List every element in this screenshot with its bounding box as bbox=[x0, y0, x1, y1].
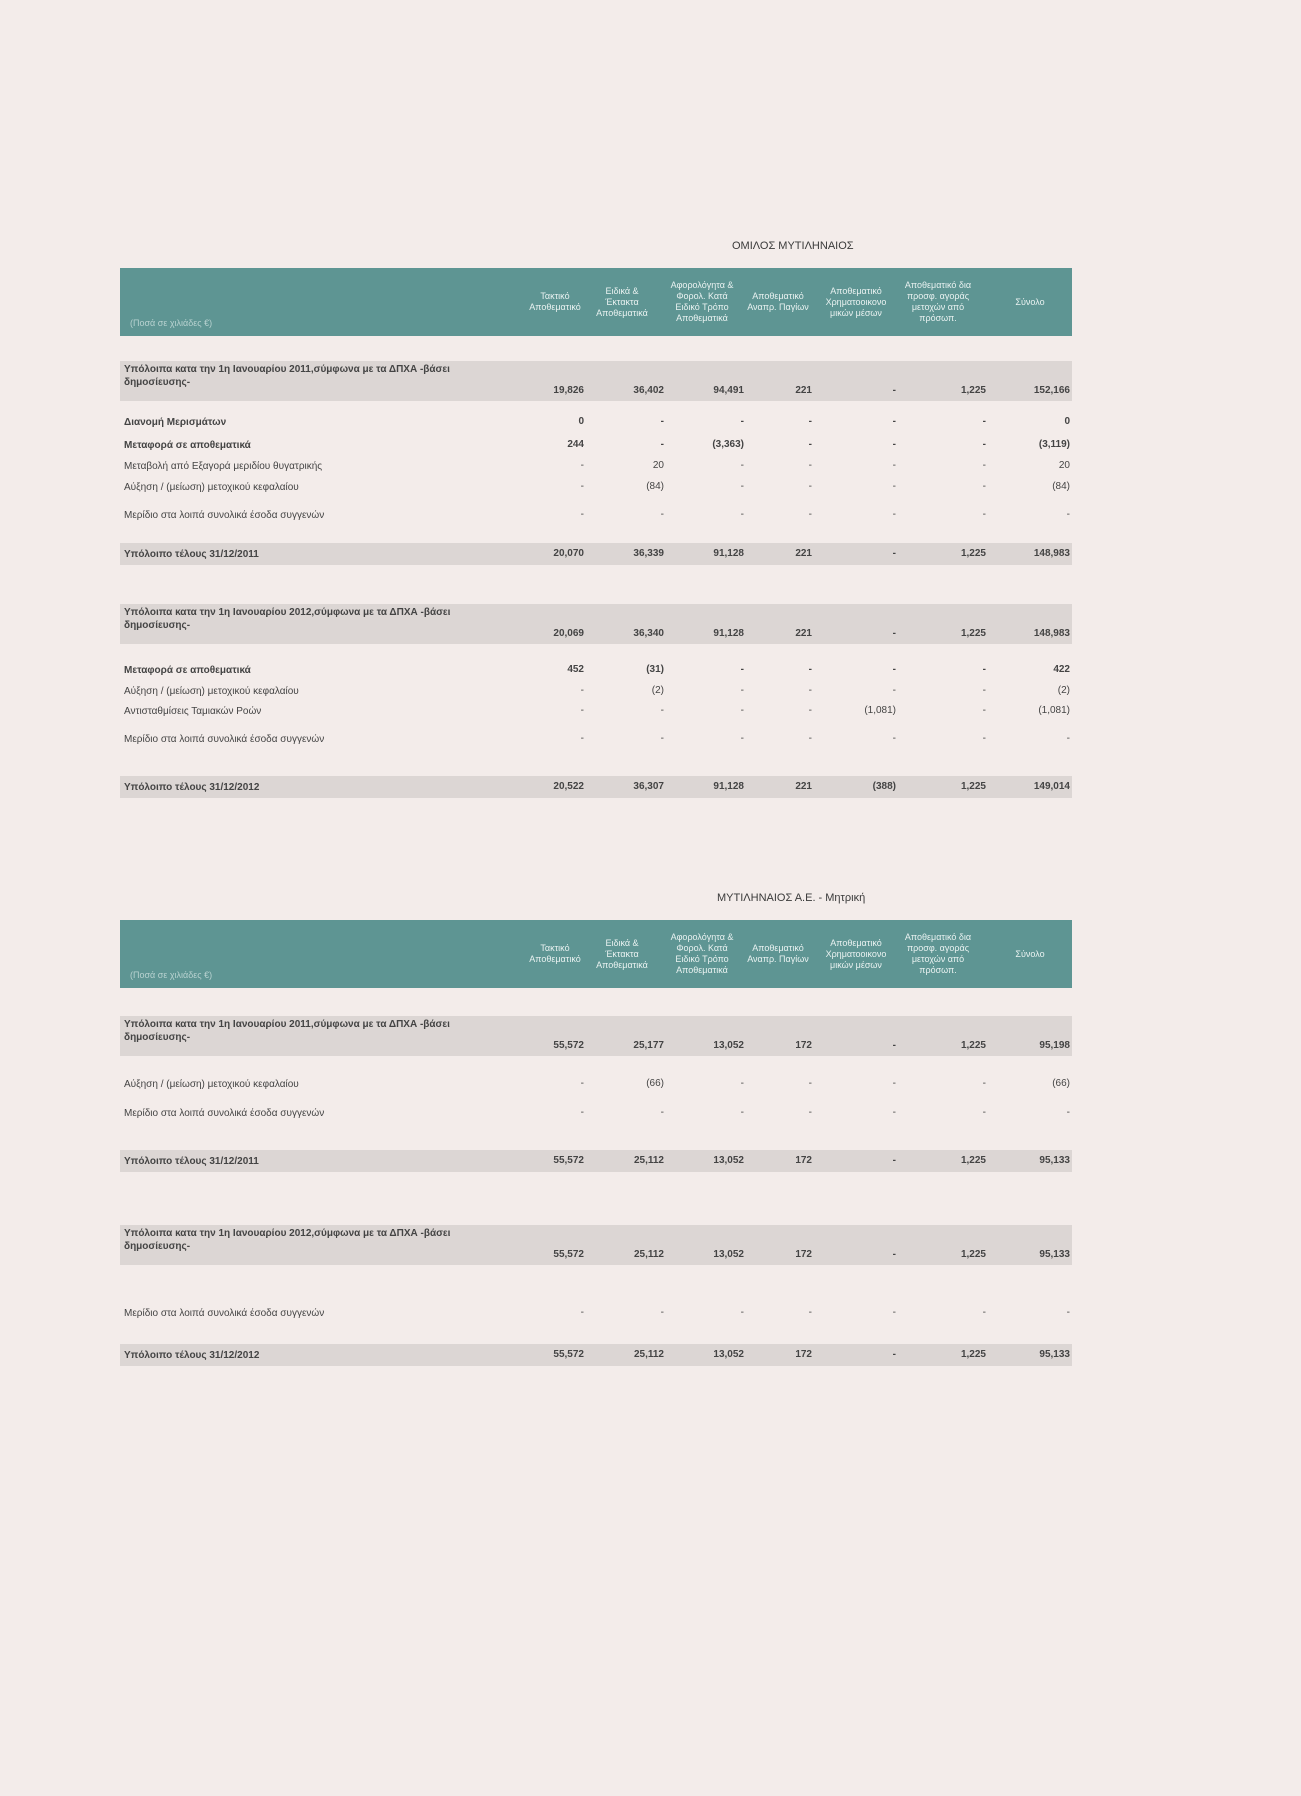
value-cell: (388) bbox=[872, 780, 896, 792]
value-cell: 1,225 bbox=[960, 1154, 986, 1166]
value-cell: (3,119) bbox=[1038, 438, 1070, 450]
value-cell: - bbox=[580, 704, 584, 716]
value-cell: 20,069 bbox=[553, 628, 584, 639]
value-cell: - bbox=[808, 1306, 812, 1318]
value-cell: - bbox=[892, 684, 896, 696]
value-cell: 0 bbox=[1064, 415, 1070, 427]
value-cell: 148,983 bbox=[1033, 628, 1070, 639]
value-cell: (84) bbox=[646, 480, 664, 492]
value-cell: (1,081) bbox=[864, 704, 896, 716]
value-cell: - bbox=[580, 459, 584, 471]
row-label: Υπόλοιπο τέλους 31/12/2011 bbox=[124, 548, 259, 560]
value-cell: - bbox=[660, 415, 664, 427]
value-cell: - bbox=[660, 1306, 664, 1318]
value-cell: 91,128 bbox=[713, 547, 744, 559]
units-label: (Ποσά σε χιλιάδες €) bbox=[130, 970, 213, 980]
value-cell: 95,133 bbox=[1039, 1348, 1070, 1360]
value-cell: 20,522 bbox=[553, 780, 584, 792]
value-cell: (1,081) bbox=[1038, 704, 1070, 716]
value-cell: 172 bbox=[795, 1040, 812, 1051]
value-cell: - bbox=[808, 459, 812, 471]
value-cell: - bbox=[740, 1077, 744, 1089]
value-cell: - bbox=[892, 628, 896, 639]
value-cell: 91,128 bbox=[713, 780, 744, 792]
row-label: Αύξηση / (μείωση) μετοχικού κεφαλαίου bbox=[124, 685, 299, 697]
table-row bbox=[120, 478, 1072, 496]
row-label: Υπόλοιπα κατα την 1η Ιανουαρίου 2011,σύμφωνα με τα ΔΠΧΑ -βάσει δημοσίευσης- bbox=[124, 364, 450, 388]
value-cell: - bbox=[808, 508, 812, 520]
column-header: Αποθεματικό δια προσφ. αγοράς μετοχών από πρόσωπ. bbox=[904, 280, 972, 323]
value-cell: - bbox=[580, 1306, 584, 1318]
value-cell: 20 bbox=[652, 459, 664, 471]
units-label: (Ποσά σε χιλιάδες €) bbox=[130, 318, 213, 328]
parent-title: ΜΥΤΙΛΗΝΑΙΟΣ Α.Ε. - Μητρική bbox=[717, 892, 866, 904]
value-cell: (3,363) bbox=[712, 438, 744, 450]
value-cell: - bbox=[660, 438, 664, 450]
table-row bbox=[120, 661, 1072, 679]
value-cell: - bbox=[892, 438, 896, 450]
value-cell: 422 bbox=[1053, 663, 1070, 675]
table-row bbox=[120, 682, 1072, 700]
table-header bbox=[120, 920, 1072, 988]
column-header: Αφορολόγητα & Φορολ. Κατά Ειδικό Τρόπο Αποθεματικά bbox=[670, 932, 734, 975]
group-title: ΟΜΙΛΟΣ ΜΥΤΙΛΗΝΑΙΟΣ bbox=[732, 240, 854, 252]
row-label: Αύξηση / (μείωση) μετοχικού κεφαλαίου bbox=[124, 1078, 299, 1090]
value-cell: - bbox=[808, 663, 812, 675]
column-header: Σύνολο bbox=[1015, 296, 1045, 307]
value-cell: - bbox=[982, 1077, 986, 1089]
row-label: Μερίδιο στα λοιπά συνολικά έσοδα συγγενών bbox=[124, 509, 325, 521]
table-row bbox=[120, 776, 1072, 798]
value-cell: 25,112 bbox=[633, 1348, 664, 1360]
value-cell: 36,402 bbox=[633, 385, 664, 396]
value-cell: - bbox=[580, 1106, 584, 1118]
value-cell: - bbox=[892, 547, 896, 559]
table-row bbox=[120, 1304, 1072, 1322]
value-cell: 221 bbox=[795, 628, 812, 639]
value-cell: - bbox=[580, 732, 584, 744]
table-row bbox=[120, 1344, 1072, 1366]
value-cell: 221 bbox=[795, 780, 812, 792]
value-cell: 13,052 bbox=[713, 1249, 744, 1260]
value-cell: 13,052 bbox=[713, 1348, 744, 1360]
column-header: Αποθεματικό Χρηματοοικονο μικών μέσων bbox=[825, 285, 887, 318]
value-cell: - bbox=[982, 1306, 986, 1318]
value-cell: 25,112 bbox=[633, 1249, 664, 1260]
row-label: Υπόλοιπα κατα την 1η Ιανουαρίου 2012,σύμφωνα με τα ΔΠΧΑ -βάσει δημοσίευσης- bbox=[124, 607, 451, 631]
value-cell: - bbox=[740, 1306, 744, 1318]
value-cell: - bbox=[808, 1077, 812, 1089]
value-cell: - bbox=[892, 1040, 896, 1051]
value-cell: (84) bbox=[1052, 480, 1070, 492]
value-cell: - bbox=[982, 480, 986, 492]
value-cell: - bbox=[982, 732, 986, 744]
value-cell: - bbox=[892, 508, 896, 520]
column-header: Ειδικά & Έκτακτα Αποθεματικά bbox=[596, 285, 648, 318]
table-row bbox=[120, 457, 1072, 475]
column-header: Τακτικό Αποθεματικό bbox=[529, 291, 581, 312]
value-cell: 172 bbox=[795, 1154, 812, 1166]
row-label: Μεταβολή από Εξαγορά μεριδίου θυγατρικής bbox=[124, 460, 323, 472]
value-cell: - bbox=[982, 663, 986, 675]
value-cell: - bbox=[740, 459, 744, 471]
table-row bbox=[120, 1016, 1072, 1056]
column-header: Αποθεματικό δια προσφ. αγοράς μετοχών από πρόσωπ. bbox=[904, 932, 972, 975]
value-cell: 13,052 bbox=[713, 1154, 744, 1166]
value-cell: 25,177 bbox=[633, 1040, 664, 1051]
value-cell: 1,225 bbox=[960, 1348, 986, 1360]
value-cell: - bbox=[1066, 1106, 1070, 1118]
row-label: Υπόλοιπα κατα την 1η Ιανουαρίου 2012,σύμφωνα με τα ΔΠΧΑ -βάσει δημοσίευσης- bbox=[124, 1228, 451, 1252]
value-cell: 20 bbox=[1058, 459, 1070, 471]
column-header: Ειδικά & Έκτακτα Αποθεματικά bbox=[596, 937, 648, 970]
value-cell: - bbox=[808, 1106, 812, 1118]
row-label: Υπόλοιπο τέλους 31/12/2012 bbox=[124, 1349, 260, 1361]
value-cell: 95,133 bbox=[1039, 1154, 1070, 1166]
value-cell: 452 bbox=[567, 663, 584, 675]
value-cell: (2) bbox=[651, 684, 664, 696]
row-label: Αντισταθμίσεις Ταμιακών Ροών bbox=[124, 705, 262, 717]
value-cell: 20,070 bbox=[553, 547, 584, 559]
value-cell: - bbox=[982, 1106, 986, 1118]
value-cell: - bbox=[740, 415, 744, 427]
value-cell: (2) bbox=[1057, 684, 1070, 696]
value-cell: - bbox=[892, 459, 896, 471]
parent-equity-table bbox=[120, 920, 1072, 1361]
value-cell: - bbox=[1066, 732, 1070, 744]
value-cell: - bbox=[740, 663, 744, 675]
table-row bbox=[120, 604, 1072, 644]
row-label: Υπόλοιπο τέλους 31/12/2011 bbox=[124, 1155, 259, 1167]
value-cell: 36,340 bbox=[633, 628, 664, 639]
value-cell: 95,133 bbox=[1039, 1249, 1070, 1260]
table-row bbox=[120, 436, 1072, 454]
row-label: Μεταφορά σε αποθεματικά bbox=[124, 439, 251, 451]
value-cell: 55,572 bbox=[553, 1348, 584, 1360]
value-cell: - bbox=[808, 415, 812, 427]
value-cell: - bbox=[892, 415, 896, 427]
value-cell: 94,491 bbox=[713, 385, 744, 396]
value-cell: 19,826 bbox=[553, 385, 584, 396]
value-cell: - bbox=[1066, 508, 1070, 520]
table-row bbox=[120, 730, 1072, 748]
row-label: Μερίδιο στα λοιπά συνολικά έσοδα συγγενών bbox=[124, 733, 325, 745]
column-header: Αποθεματικό Αναπρ. Παγίων bbox=[747, 291, 809, 312]
value-cell: 172 bbox=[795, 1249, 812, 1260]
column-header: Αποθεματικό Αναπρ. Παγίων bbox=[747, 943, 809, 964]
row-label: Μεταφορά σε αποθεματικά bbox=[124, 664, 251, 676]
value-cell: - bbox=[740, 732, 744, 744]
table-row bbox=[120, 543, 1072, 565]
table-row bbox=[120, 506, 1072, 524]
value-cell: 1,225 bbox=[960, 1040, 986, 1051]
value-cell: - bbox=[660, 1106, 664, 1118]
column-header: Αφορολόγητα & Φορολ. Κατά Ειδικό Τρόπο Αποθεματικά bbox=[670, 280, 734, 323]
table-row bbox=[120, 1075, 1072, 1093]
value-cell: (31) bbox=[646, 663, 664, 675]
value-cell: 91,128 bbox=[713, 628, 744, 639]
value-cell: 36,339 bbox=[633, 547, 664, 559]
row-label: Μερίδιο στα λοιπά συνολικά έσοδα συγγενών bbox=[124, 1307, 325, 1319]
value-cell: - bbox=[740, 704, 744, 716]
column-header: Αποθεματικό Χρηματοοικονο μικών μέσων bbox=[825, 937, 887, 970]
value-cell: 25,112 bbox=[633, 1154, 664, 1166]
value-cell: - bbox=[892, 1306, 896, 1318]
value-cell: - bbox=[660, 508, 664, 520]
value-cell: (66) bbox=[1052, 1077, 1070, 1089]
value-cell: 221 bbox=[795, 547, 812, 559]
row-label: Αύξηση / (μείωση) μετοχικού κεφαλαίου bbox=[124, 481, 299, 493]
value-cell: - bbox=[808, 732, 812, 744]
value-cell: - bbox=[660, 704, 664, 716]
value-cell: - bbox=[808, 480, 812, 492]
row-label: Διανομή Μερισμάτων bbox=[124, 416, 227, 428]
value-cell: - bbox=[892, 1249, 896, 1260]
value-cell: - bbox=[740, 508, 744, 520]
value-cell: - bbox=[740, 684, 744, 696]
value-cell: - bbox=[892, 480, 896, 492]
value-cell: 221 bbox=[795, 385, 812, 396]
value-cell: - bbox=[982, 684, 986, 696]
value-cell: 1,225 bbox=[960, 628, 986, 639]
value-cell: - bbox=[808, 684, 812, 696]
value-cell: - bbox=[892, 1348, 896, 1360]
value-cell: 1,225 bbox=[960, 780, 986, 792]
value-cell: 95,198 bbox=[1039, 1040, 1070, 1051]
value-cell: - bbox=[982, 459, 986, 471]
value-cell: - bbox=[740, 480, 744, 492]
value-cell: - bbox=[580, 1077, 584, 1089]
column-header: Τακτικό Αποθεματικό bbox=[529, 943, 581, 964]
value-cell: - bbox=[982, 508, 986, 520]
value-cell: (66) bbox=[646, 1077, 664, 1089]
value-cell: - bbox=[892, 385, 896, 396]
table-row bbox=[120, 361, 1072, 401]
value-cell: - bbox=[1066, 1306, 1070, 1318]
row-label: Μερίδιο στα λοιπά συνολικά έσοδα συγγενών bbox=[124, 1107, 325, 1119]
value-cell: 1,225 bbox=[960, 547, 986, 559]
table-row bbox=[120, 1150, 1072, 1172]
value-cell: 172 bbox=[795, 1348, 812, 1360]
value-cell: - bbox=[892, 732, 896, 744]
value-cell: - bbox=[808, 704, 812, 716]
value-cell: - bbox=[982, 704, 986, 716]
table-row bbox=[120, 413, 1072, 431]
value-cell: - bbox=[892, 1106, 896, 1118]
table-row bbox=[120, 702, 1072, 720]
value-cell: - bbox=[982, 415, 986, 427]
column-header: Σύνολο bbox=[1015, 948, 1045, 959]
value-cell: 152,166 bbox=[1033, 385, 1070, 396]
value-cell: - bbox=[660, 732, 664, 744]
row-label: Υπόλοιπα κατα την 1η Ιανουαρίου 2011,σύμφωνα με τα ΔΠΧΑ -βάσει δημοσίευσης- bbox=[124, 1019, 450, 1043]
value-cell: - bbox=[580, 684, 584, 696]
value-cell: - bbox=[580, 480, 584, 492]
value-cell: 0 bbox=[578, 415, 584, 427]
table-row bbox=[120, 1104, 1072, 1122]
value-cell: - bbox=[892, 663, 896, 675]
value-cell: 148,983 bbox=[1033, 547, 1070, 559]
value-cell: 149,014 bbox=[1033, 780, 1070, 792]
value-cell: 244 bbox=[567, 438, 584, 450]
table-header bbox=[120, 268, 1072, 336]
group-equity-table bbox=[120, 268, 1072, 793]
value-cell: 1,225 bbox=[960, 1249, 986, 1260]
value-cell: - bbox=[740, 1106, 744, 1118]
value-cell: 36,307 bbox=[633, 780, 664, 792]
table-row bbox=[120, 1225, 1072, 1265]
row-label: Υπόλοιπο τέλους 31/12/2012 bbox=[124, 781, 260, 793]
value-cell: 55,572 bbox=[553, 1154, 584, 1166]
value-cell: - bbox=[892, 1154, 896, 1166]
value-cell: 13,052 bbox=[713, 1040, 744, 1051]
value-cell: 55,572 bbox=[553, 1040, 584, 1051]
value-cell: - bbox=[982, 438, 986, 450]
value-cell: 55,572 bbox=[553, 1249, 584, 1260]
value-cell: 1,225 bbox=[960, 385, 986, 396]
value-cell: - bbox=[580, 508, 584, 520]
value-cell: - bbox=[808, 438, 812, 450]
value-cell: - bbox=[892, 1077, 896, 1089]
